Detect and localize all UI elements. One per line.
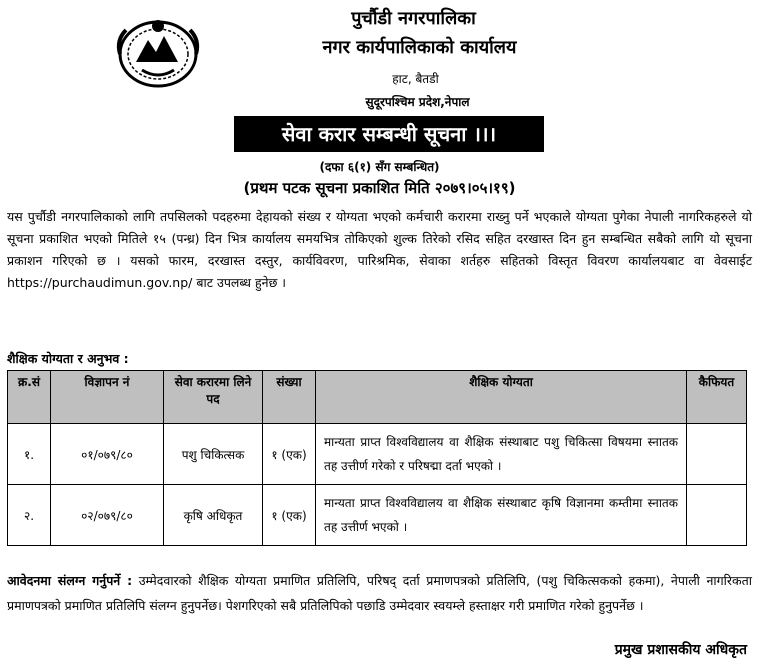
province-name: सुदूरपश्चिम प्रदेश,नेपाल: [365, 95, 470, 109]
col-position: सेवा करारमा लिने पद: [164, 371, 263, 424]
cell-serial: १.: [8, 424, 51, 485]
notice-title: सेवा करार सम्बन्धी सूचना ।।।: [234, 116, 544, 152]
clause-reference: (दफा ६(१) सँग सम्बन्धित): [319, 160, 440, 174]
col-serial: क्र.सं: [8, 371, 51, 424]
cell-advert-no: ०२/०७९/८०: [51, 485, 164, 546]
table-row: [8, 485, 747, 546]
office-address: हाट, बैतडी: [392, 72, 439, 86]
section-heading: शैक्षिक योग्यता र अनुभव :: [7, 351, 129, 366]
col-count: संख्या: [263, 371, 316, 424]
signatory-title: प्रमुख प्रशासकीय अधिकृत: [614, 642, 747, 658]
cell-qualification: मान्यता प्राप्त विश्वविद्यालय वा शैक्षिक संस्थाबाट पशु चिकित्सा विषयमा स्नातक तह उत्तीर्ण गरेको र परिषद्मा दर्ता भएको ।: [316, 424, 687, 485]
municipality-name: पुर्चौडी नगरपालिका: [351, 8, 476, 29]
cell-qualification: मान्यता प्राप्त विश्वविद्यालय वा शैक्षिक संस्थाबाट कृषि विज्ञानमा कम्तीमा स्नातक तह उत्तीर्ण भएको ।: [316, 485, 687, 546]
cell-position: पशु चिकित्सक: [164, 424, 263, 485]
office-name: नगर कार्यपालिकाको कार्यालय: [322, 37, 517, 58]
cell-remarks: [687, 424, 747, 485]
col-advert-no: विज्ञापन नं: [51, 371, 164, 424]
notice-paragraph: यस पुर्चौडी नगरपालिकाको लागि तपसिलको पदहरुमा देहायको संख्य र योग्यता भएको कर्मचारी करारमा राख्नु पर्ने भएकाले योग्यता पुगेका नेपाली नागरिकहरुले यो सूचना प्रकाशित भएको मितिले १५ (पन्ध्र) दिन भित्र कार्यालय समयभित्र तोकिएको शुल्क तिरेको रसिद सहित दरखास्त दिन हुन सम्बन्धित सबैको लागि यो सूचना प्रकाशन गरिएको छ । यसको फारम, दरखास्त दस्तुर, कार्यविवरण, पारिश्रमिक, सेवाका शर्तहरु सहितको विस्तृत विवरण कार्यालयबाट वा वेवसाईट https://purchaudimun.gov.np/ बाट उपलब्ध हुनेछ ।: [7, 209, 752, 290]
cell-position: कृषि अधिकृत: [164, 485, 263, 546]
cell-count: १ (एक): [263, 424, 316, 485]
cell-remarks: [687, 485, 747, 546]
attachment-text: उम्मेदवारको शैक्षिक योग्यता प्रमाणित प्रतिलिपि, परिषद् दर्ता प्रमाणपत्रको प्रतिलिपि, (पशु चिकित्सकको हकमा), नेपाली नागरिकता प्रमाणपत्रको प्रमाणित प्रतिलिपि संलग्न हुनुपर्नेछ। पेशगरिएको सबै प्रतिलिपिको पछाडि उम्मेदवार स्वयम्ले हस्ताक्षर गरी प्रमाणित गरेको हुनुपर्नेछ ।: [7, 573, 752, 613]
table-row: [8, 424, 747, 485]
cell-count: १ (एक): [263, 485, 316, 546]
cell-serial: २.: [8, 485, 51, 546]
table-header-row: [8, 371, 747, 424]
attachment-requirements: [7, 568, 752, 618]
cell-advert-no: ०१/०७९/८०: [51, 424, 164, 485]
vacancy-table: [7, 370, 747, 546]
attachment-label: आवेदनमा संलग्न गर्नुपर्ने :: [7, 573, 133, 588]
col-qualification: शैक्षिक योग्यता: [316, 371, 687, 424]
publish-date: (प्रथम पटक सूचना प्रकाशित मिति २०७९।०५।१९): [243, 179, 516, 197]
col-remarks: कैफियत: [687, 371, 747, 424]
